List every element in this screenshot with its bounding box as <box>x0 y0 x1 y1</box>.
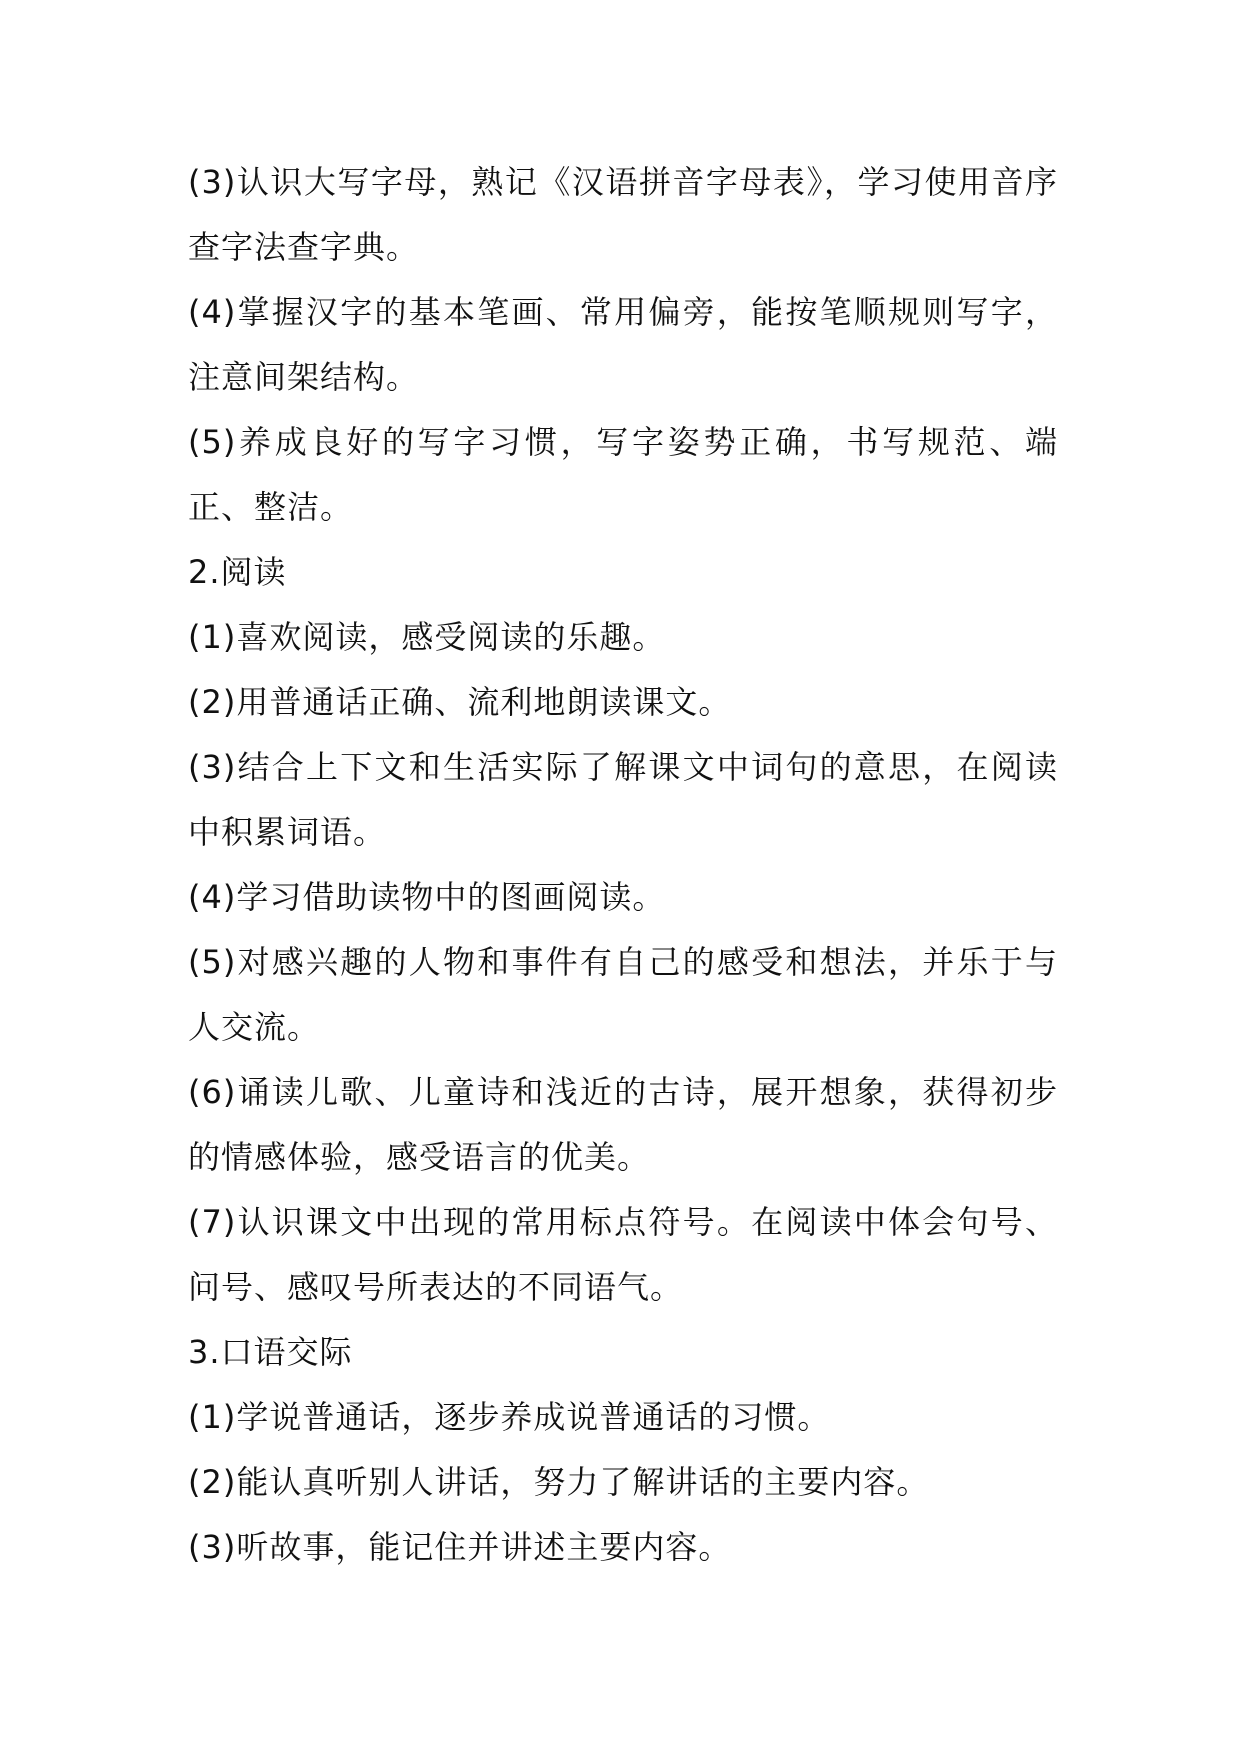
paragraph-reading-item-6: (6)诵读儿歌、儿童诗和浅近的古诗，展开想象，获得初步的情感体验，感受语言的优美。 <box>188 1073 1058 1176</box>
paragraph-reading-item-4: (4)学习借助读物中的图画阅读。 <box>188 878 666 916</box>
paragraph-writing-item-4: (4)掌握汉字的基本笔画、常用偏旁，能按笔顺规则写字，注意间架结构。 <box>188 293 1058 396</box>
paragraph-reading-item-3: (3)结合上下文和生活实际了解课文中词句的意思，在阅读中积累词语。 <box>188 748 1058 851</box>
paragraph-reading-item-2: (2)用普通话正确、流利地朗读课文。 <box>188 683 732 721</box>
paragraph-oral-item-3: (3)听故事，能记住并讲述主要内容。 <box>188 1528 732 1566</box>
paragraph-writing-item-5: (5)养成良好的写字习惯，写字姿势正确，书写规范、端正、整洁。 <box>188 423 1058 526</box>
paragraph-reading-item-5: (5)对感兴趣的人物和事件有自己的感受和想法，并乐于与人交流。 <box>188 943 1058 1046</box>
paragraph-oral-item-1: (1)学说普通话，逐步养成说普通话的习惯。 <box>188 1398 831 1436</box>
paragraph-reading-item-7: (7)认识课文中出现的常用标点符号。在阅读中体会句号、问号、感叹号所表达的不同语气。 <box>188 1203 1058 1306</box>
paragraph-reading-item-1: (1)喜欢阅读，感受阅读的乐趣。 <box>188 618 666 656</box>
paragraph-oral-item-2: (2)能认真听别人讲话，努力了解讲话的主要内容。 <box>188 1463 930 1501</box>
section-heading-oral-communication: 3.口语交际 <box>188 1333 353 1371</box>
section-heading-reading: 2.阅读 <box>188 553 287 591</box>
paragraph-writing-item-3: (3)认识大写字母，熟记《汉语拼音字母表》，学习使用音序查字法查字典。 <box>188 163 1058 266</box>
document-body <box>188 150 1058 1580</box>
